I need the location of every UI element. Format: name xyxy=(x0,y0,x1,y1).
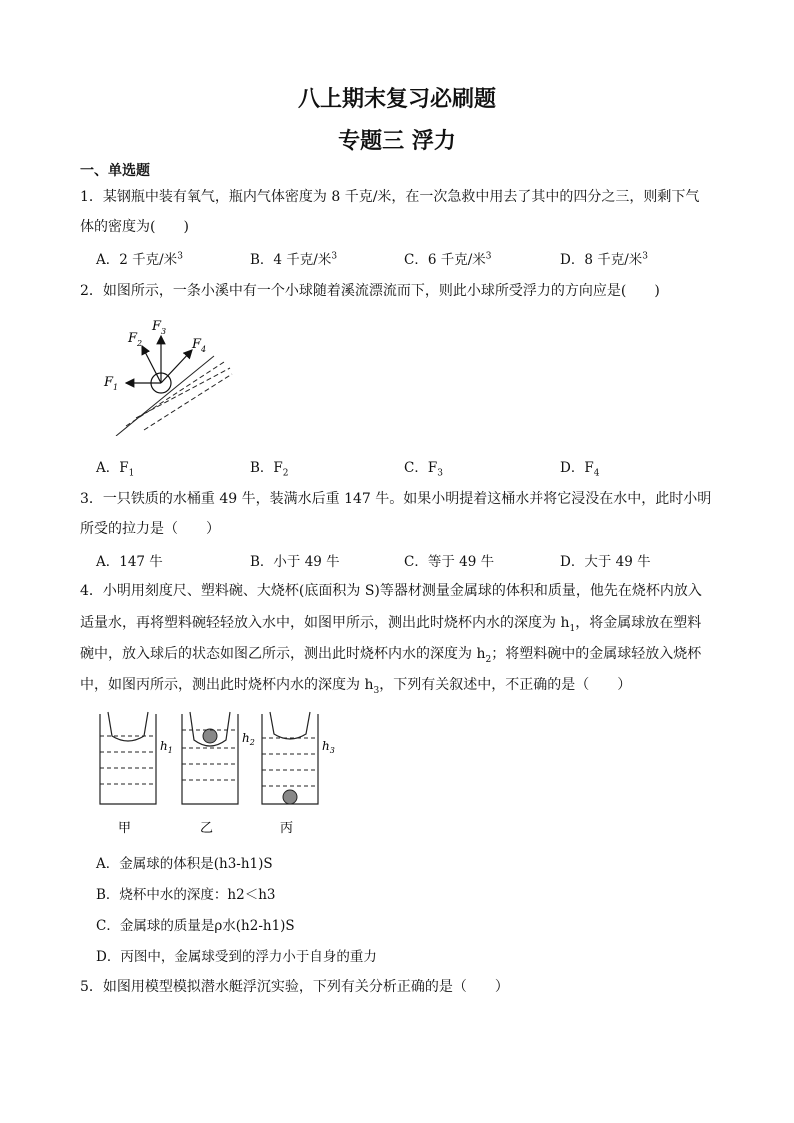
q3-stem-line1: 3．一只铁质的水桶重 49 牛，装满水后重 147 牛。如果小明提着这桶水并将它浸没在水中，此时小明 xyxy=(80,491,712,507)
q3-option-b: B．小于 49 牛 xyxy=(250,554,340,570)
page-subtitle: 专题三 浮力 xyxy=(338,129,456,154)
q2-option-d: D．$F_4$ xyxy=(560,460,600,479)
label-h1: $h_1$ xyxy=(160,739,173,755)
q1-stem-line1: 1．某钢瓶中装有氧气，瓶内气体密度为 8 千克/米，在一次急救中用去了其中的四分之三，则剩下气 xyxy=(80,189,700,205)
q4-option-d: D．丙图中，金属球受到的浮力小于自身的重力 xyxy=(96,949,377,965)
label-f2: $F_2$ xyxy=(128,331,143,348)
force-arrow-f2 xyxy=(142,346,161,383)
q1-stem-line2: 体的密度为( ) xyxy=(80,219,189,235)
label-f3: $F_3$ xyxy=(152,319,167,336)
q1-option-c: C．6 千克/米$^3$ xyxy=(404,251,492,268)
q1-option-a: A．2 千克/米$^3$ xyxy=(96,251,183,268)
q4-stem-line3: 碗中，放入球后的状态如图乙所示，测出此时烧杯内水的深度为 $h_2$；将塑料碗中的金属球轻放入烧杯 xyxy=(80,646,702,665)
caption-jia: 甲 xyxy=(118,821,132,836)
label-h3: $h_3$ xyxy=(322,739,335,755)
beaker-bing xyxy=(262,712,335,836)
q3-option-c: C．等于 49 牛 xyxy=(404,554,495,570)
q2-option-a: A．$F_1$ xyxy=(96,460,135,479)
q3-option-d: D．大于 49 牛 xyxy=(560,554,651,570)
q3-stem-line2: 所受的拉力是（ ） xyxy=(80,521,220,537)
q4-option-a: A．金属球的体积是(h3-h1)S xyxy=(96,856,273,872)
beaker-jia xyxy=(100,712,173,836)
q5-stem: 5．如图用模型模拟潜水艇浮沉实验，下列有关分析正确的是（ ） xyxy=(80,979,509,995)
q4-stem-line2: 适量水，再将塑料碗轻轻放入水中，如图甲所示，测出此时烧杯内水的深度为 $h_1$，将金属球放在塑料 xyxy=(80,615,702,634)
label-f1: $F_1$ xyxy=(104,375,119,392)
q3-option-a: A．147 牛 xyxy=(96,554,163,570)
beaker-yi xyxy=(182,712,255,836)
q4-stem-line1: 4．小明用刻度尺、塑料碗、大烧杯(底面积为 S)等器材测量金属球的体积和质量，他先在烧杯内放入 xyxy=(80,583,702,599)
section-heading: 一、单选题 xyxy=(80,163,150,179)
page-title: 八上期末复习必刷题 xyxy=(297,87,496,112)
plastic-bowl xyxy=(108,712,148,741)
label-h2: $h_2$ xyxy=(242,731,255,747)
stream-bank-line xyxy=(116,356,214,436)
q2-figure xyxy=(96,316,236,436)
caption-bing: 丙 xyxy=(280,821,294,836)
stream-water-line xyxy=(126,362,224,426)
q4-stem-line4: 中，如图丙所示，测出此时烧杯内水的深度为 $h_3$，下列有关叙述中，不正确的是（ ） xyxy=(80,677,632,696)
q1-option-b: B．4 千克/米$^3$ xyxy=(250,251,338,268)
label-f4: $F_4$ xyxy=(192,337,207,354)
q1-option-d: D．8 千克/米$^3$ xyxy=(560,251,648,268)
metal-ball xyxy=(203,729,217,743)
caption-yi: 乙 xyxy=(200,821,214,836)
q2-option-c: C．$F_3$ xyxy=(404,460,443,479)
metal-ball xyxy=(283,790,297,804)
q2-stem: 2．如图所示，一条小溪中有一个小球随着溪流漂流而下，则此小球所受浮力的方向应是( ) xyxy=(80,283,660,299)
q4-option-c: C．金属球的质量是ρ水(h2-h1)S xyxy=(96,918,295,934)
q4-figure xyxy=(96,708,346,840)
plastic-bowl xyxy=(270,712,310,739)
q4-option-b: B．烧杯中水的深度：h2＜h3 xyxy=(96,887,276,903)
q2-option-b: B．$F_2$ xyxy=(250,460,289,479)
